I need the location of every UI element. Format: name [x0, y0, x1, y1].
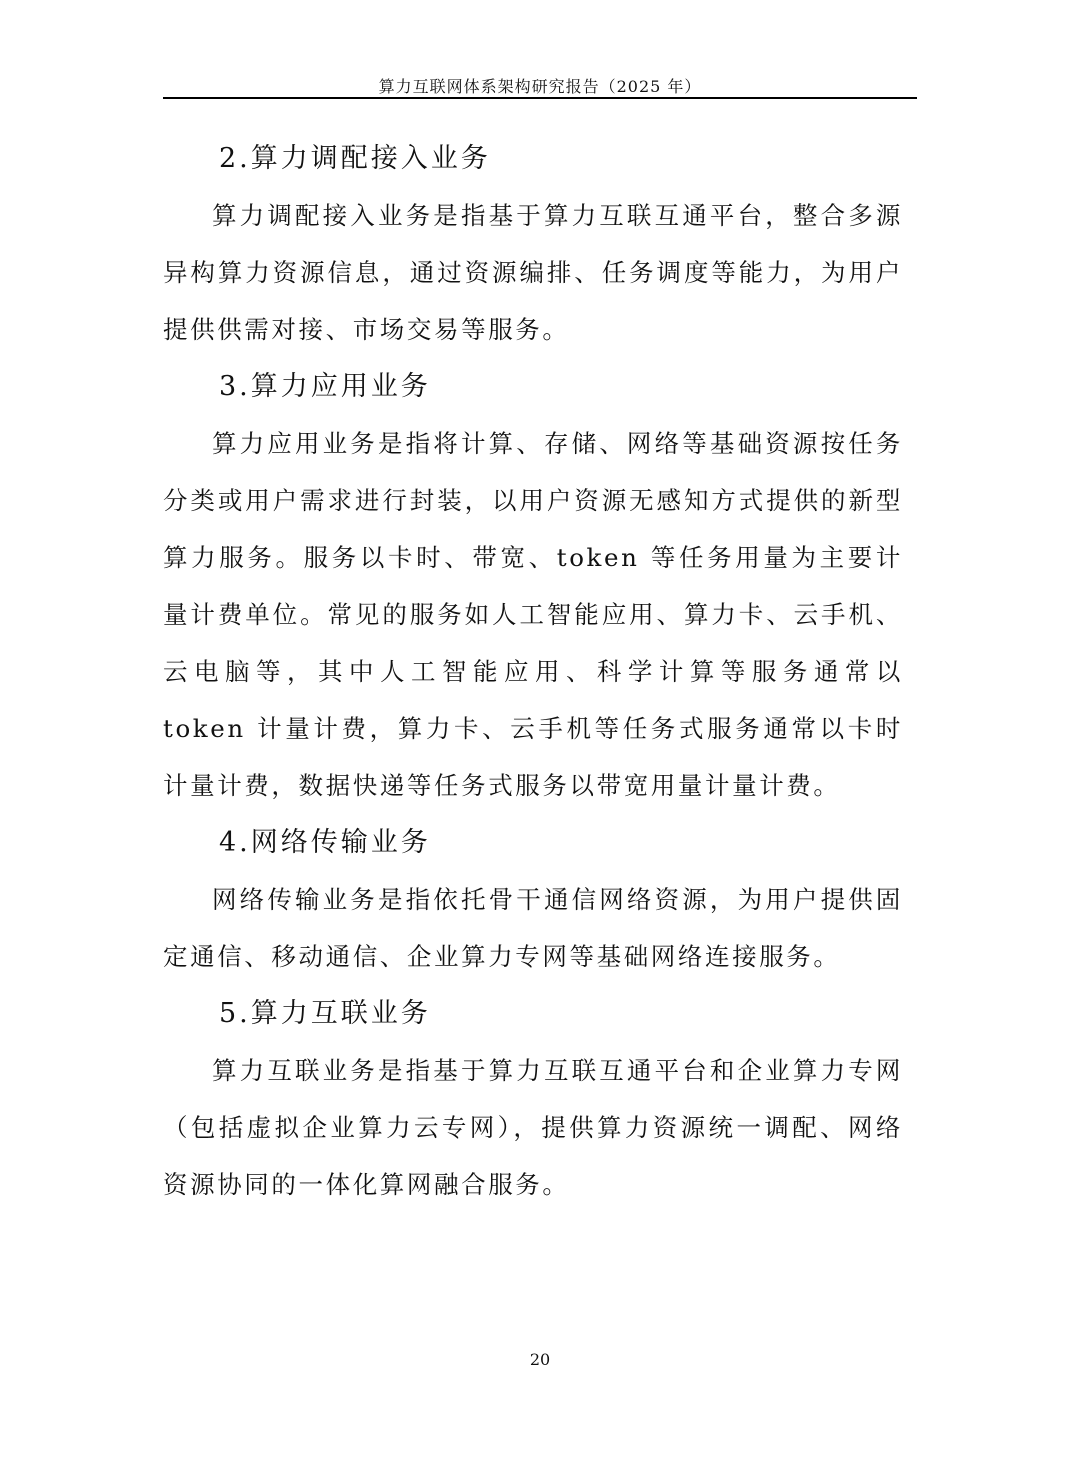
section-heading: 3.算力应用业务 — [219, 371, 431, 402]
section-heading: 2.算力调配接入业务 — [219, 143, 491, 174]
page-number: 20 — [529, 1350, 551, 1369]
section-4 — [163, 814, 903, 985]
section-paragraph: 算力应用业务是指将计算、存储、网络等基础资源按任务分类或用户需求进行封装，以用户资源无感知方式提供的新型算力服务。服务以卡时、带宽、token 等任务用量为主要计量计费单位。常见的服务如人工智能应用、算力卡、云手机、云电脑等，其中人工智能应用、科学计算等服务通常以 token 计量计费，算力卡、云手机等任务式服务通常以卡时计量计费，数据快递等任务式服务以带宽用量计量计费。 — [163, 429, 903, 800]
header-rule — [163, 97, 917, 99]
section-heading: 5.算力互联业务 — [219, 998, 431, 1029]
section-paragraph: 算力互联业务是指基于算力互联互通平台和企业算力专网（包括虚拟企业算力云专网），提供算力资源统一调配、网络资源协同的一体化算网融合服务。 — [163, 1056, 903, 1199]
section-3 — [163, 358, 903, 814]
section-heading: 4.网络传输业务 — [219, 827, 431, 858]
body-content — [163, 130, 903, 1213]
running-header: 算力互联网体系架构研究报告（2025 年） — [378, 77, 702, 96]
section-2 — [163, 130, 903, 358]
section-paragraph: 算力调配接入业务是指基于算力互联互通平台，整合多源异构算力资源信息，通过资源编排、任务调度等能力，为用户提供供需对接、市场交易等服务。 — [163, 201, 903, 344]
section-paragraph: 网络传输业务是指依托骨干通信网络资源，为用户提供固定通信、移动通信、企业算力专网等基础网络连接服务。 — [163, 885, 903, 971]
section-5 — [163, 985, 903, 1213]
